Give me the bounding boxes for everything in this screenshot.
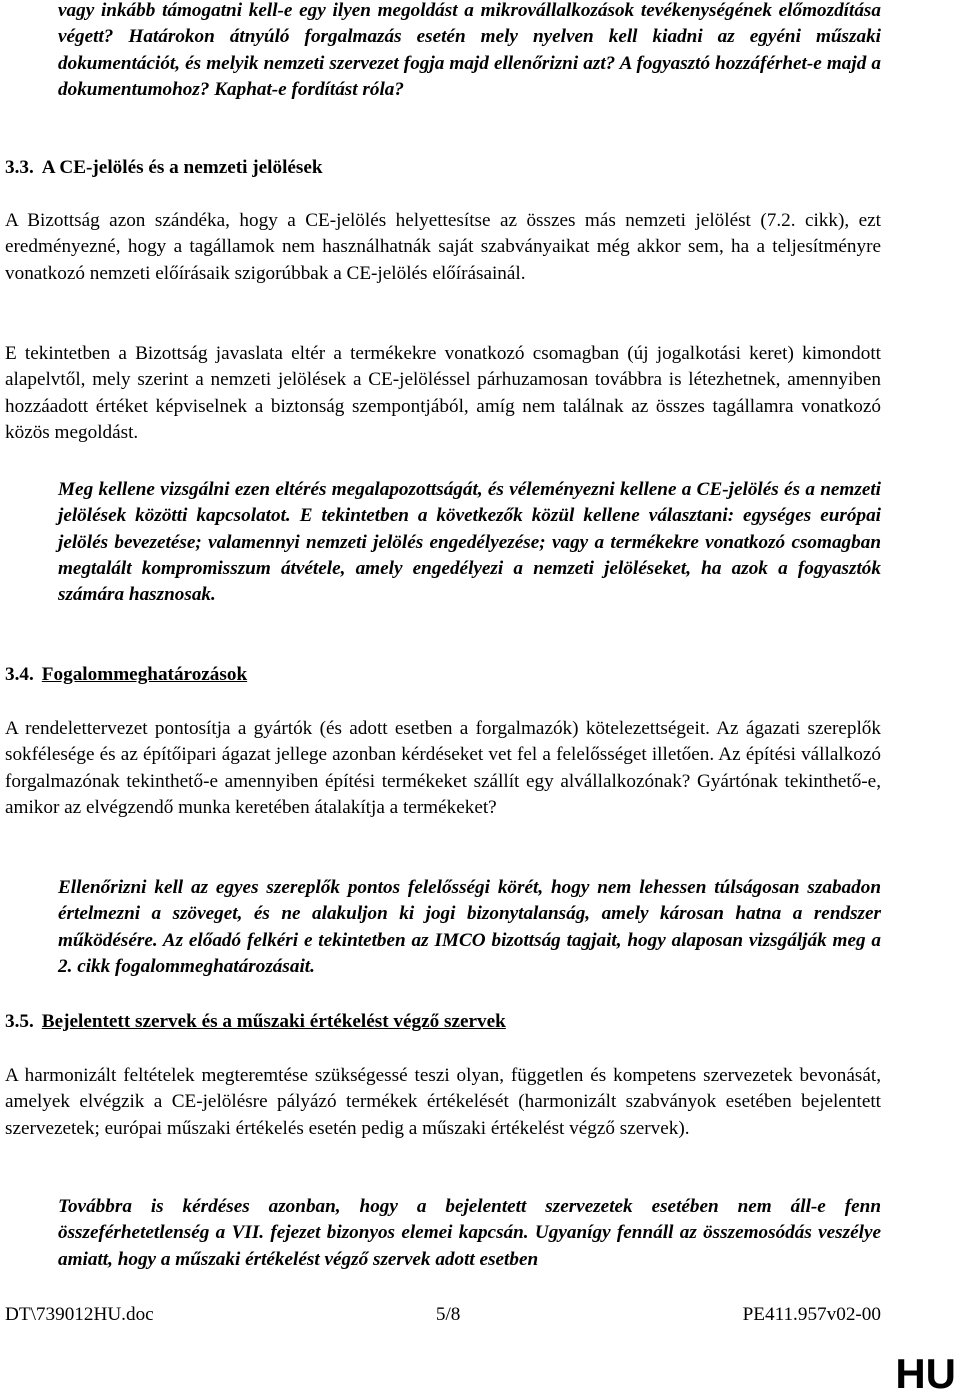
section-3-4-recommendation: Ellenőrizni kell az egyes szereplők pontos felelősségi körét, hogy nem lehessen túlságosan szabadon értelmezni a szöveget, és ne alakuljon ki jogi bizonytalanság, amely károsan hatna a rendszer működésére. Az előadó felkéri e tekintetben az IMCO bizottság tagjait, hogy alaposan vizsgálják meg a 2. cikk fogalommeghatározásait. [58,877,881,977]
section-3-3-recommendation: Meg kellene vizsgálni ezen eltérés megalapozottságát, és véleményezni kellene a CE-jelölés és a nemzeti jelölések közötti kapcsolatot. E tekintetben a következők közül kellene választani: egységes európai jelölés bevezetése; valamennyi nemzeti jelölés engedélyezése; vagy a termékekre vonatkozó csomagban megtalált kompromisszum átvétele, amely engedélyezi a nemzeti jelöléseket, ha azok a fogyasztók számára hasznosak. [58,479,881,606]
section-title: A CE-jelölés és a nemzeti jelölések [41,157,323,178]
section-3-5-heading [5,1009,506,1035]
section-3-4-paragraph-1: A rendelettervezet pontosítja a gyártók (és adott esetben a forgalmazók) kötelezettségeit. Az ágazati szereplők sokfélesége és az építőipari ágazat jellege azonban kérdéseket vet fel a felelősséget illetően. Az építési vállalkozó forgalmazónak tekinthető-e amennyiben építési termékeket szállít egy alvállalkozónak? Gyártónak tekinthető-e, amikor az elvégzendő munka keretében átalakítja a termékeket? [5,718,881,818]
document-reference: DT\739012HU.doc [5,1304,154,1325]
section-3-5-recommendation: Továbbra is kérdéses azonban, hogy a bejelentett szervezetek esetében nem áll-e fenn összeférhetetlenség a VII. fejezet bizonyos elemei kapcsán. Ugyanígy fennáll az összemosódás veszélye amiatt, hogy a műszaki értékelést végző szervek adott esetben [58,1196,881,1270]
page-number: 5/8 [435,1304,461,1325]
section-3-3-paragraph-1: A Bizottság azon szándéka, hogy a CE-jelölés helyettesítse az összes más nemzeti jelölést (7.2. cikk), ezt eredményezné, hogy a tagállamok nem használhatnák saját szabványaikat még akkor sem, ha a teljesítményre vonatkozó nemzeti előírásaik szigorúbbak a CE-jelölés előírásainál. [5,210,881,284]
intro-paragraph: vagy inkább támogatni kell-e egy ilyen megoldást a mikrovállalkozások tevékenységének előmozdítása végett? Határokon átnyúló forgalmazás esetén mely nyelven kell kiadni az egyéni műszaki dokumentációt, és melyik nemzeti szervezet fogja majd ellenőrizni azt? A fogyasztó hozzáférhet-e majd a dokumentumohoz? Kaphat-e fordítást róla? [58,0,881,100]
language-code: HU [895,1350,956,1397]
section-3-5-paragraph-1: A harmonizált feltételek megteremtése szükségessé teszi olyan, független és kompetens szervezetek bevonását, amelyek elvégzik a CE-jelölésre pályázó termékek értékelését (harmonizált szabványok esetében bejelentett szervezetek; európai műszaki értékelés esetén pedig a műszaki értékelést végző szervek). [5,1065,881,1139]
section-number: 3.4. [5,664,34,685]
section-number: 3.5. [5,1011,34,1032]
section-3-4-heading [5,662,247,688]
section-title: Fogalommeghatározások [41,664,248,685]
page-footer [5,1304,881,1326]
section-3-3-heading [5,155,323,181]
section-number: 3.3. [5,157,34,178]
pe-reference: PE411.957v02-00 [742,1304,881,1325]
section-title: Bejelentett szervek és a műszaki értékelést végző szervek [41,1011,506,1032]
section-3-3-paragraph-2: E tekintetben a Bizottság javaslata eltér a termékekre vonatkozó csomagban (új jogalkotási keret) kimondott alapelvtől, mely szerint a nemzeti jelölések a CE-jelöléssel párhuzamosan továbbra is létezhetnek, amennyiben hozzáadott értéket képviselnek a biztonság szempontjából, amíg nem találnak az összes tagállamra vonatkozó közös megoldást. [5,343,881,443]
